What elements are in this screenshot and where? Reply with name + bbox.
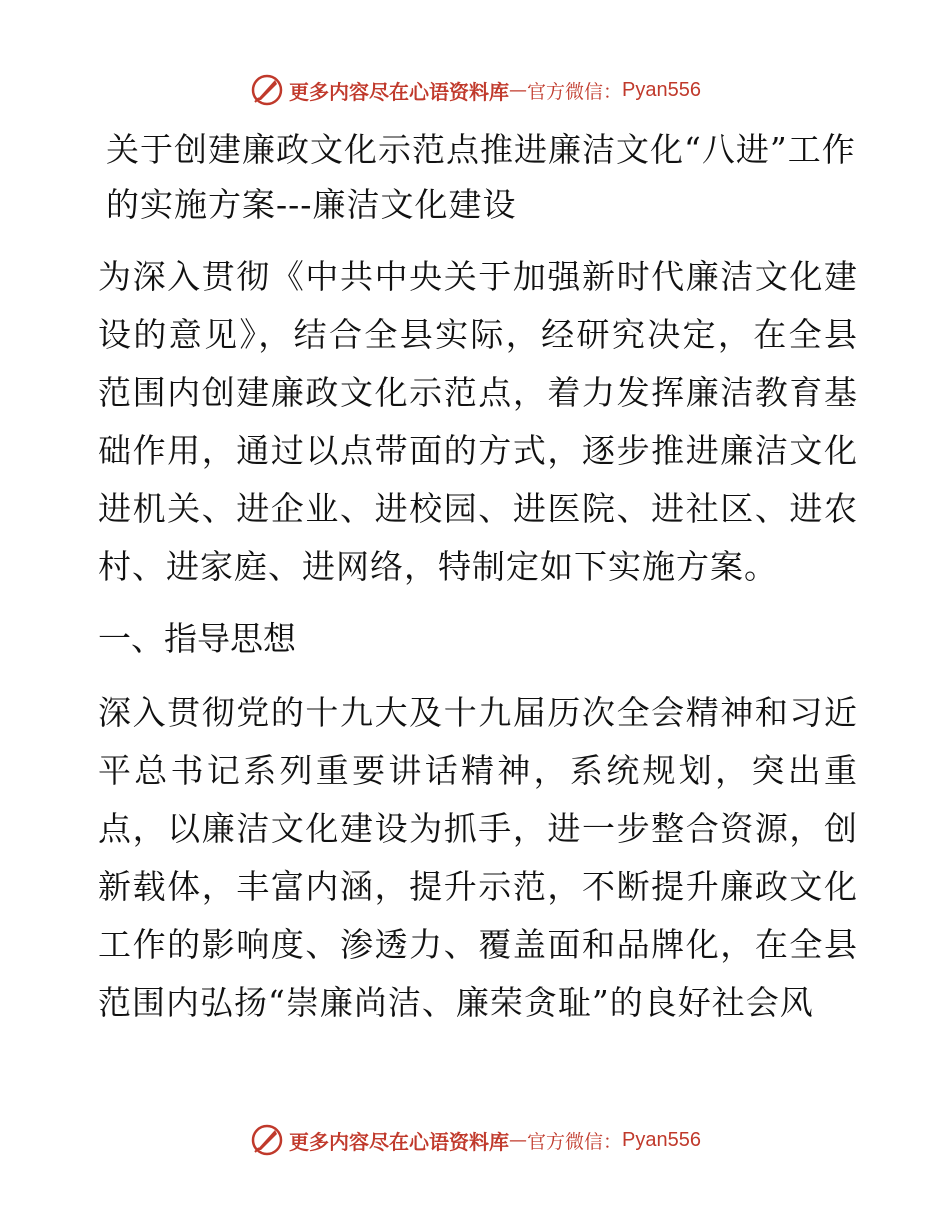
watermark-wechat-id: Pyan556 [622, 1128, 701, 1151]
quill-logo-icon [249, 1122, 285, 1158]
watermark-dash: — [509, 79, 527, 101]
watermark-dash: — [509, 1129, 527, 1151]
watermark-site-text: 更多内容尽在心语资料库 [289, 79, 509, 104]
watermark-site-text: 更多内容尽在心语资料库 [289, 1129, 509, 1154]
header-watermark [0, 70, 950, 110]
section-heading: 一、指导思想 [98, 619, 296, 658]
watermark-wechat-label: 官方微信： [527, 1130, 623, 1153]
quill-logo-icon [249, 72, 285, 108]
watermark-wechat-id: Pyan556 [622, 78, 701, 101]
document-title: 关于创建廉政文化示范点推进廉洁文化“八进”工作的实施方案---廉洁文化建设 [106, 130, 856, 224]
intro-paragraph: 为深入贯彻《中共中央关于加强新时代廉洁文化建设的意见》，结合全县实际，经研究决定，在全县范围内创建廉政文化示范点，着力发挥廉洁教育基础作用，通过以点带面的方式，逐步推进廉洁文化进机关、进企业、进校园、进医院、进社区、进农村、进家庭、进网络，特制定如下实施方案。 [98, 257, 858, 586]
watermark-wechat-label: 官方微信： [527, 80, 623, 103]
document-body [98, 122, 858, 1032]
section-paragraph: 深入贯彻党的十九大及十九届历次全会精神和习近平总书记系列重要讲话精神，系统规划，突出重点，以廉洁文化建设为抓手，进一步整合资源，创新载体，丰富内涵，提升示范，不断提升廉政文化工作的影响度、渗透力、覆盖面和品牌化，在全县范围内弘扬“崇廉尚洁、廉荣贪耻”的良好社会风 [98, 693, 858, 1022]
footer-watermark [0, 1120, 950, 1160]
